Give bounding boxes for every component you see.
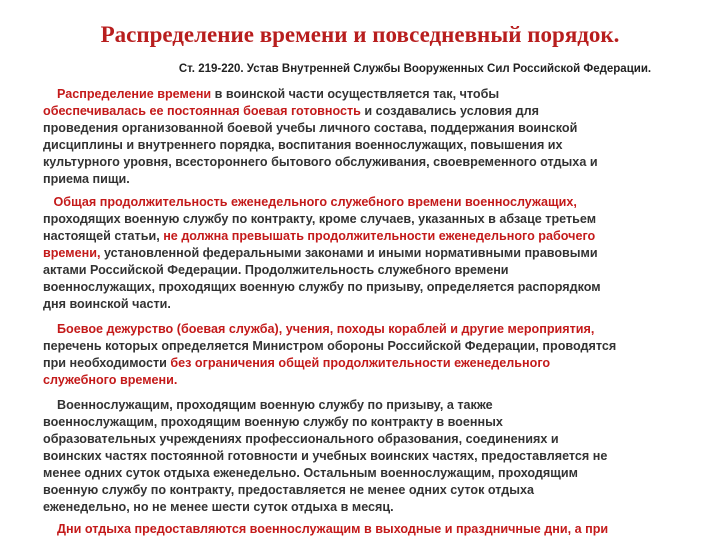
- body-text: и создавались условия для: [360, 104, 539, 118]
- highlighted-text: служебного времени.: [43, 373, 178, 387]
- paragraph-holidays: [43, 521, 608, 538]
- body-text: актами Российской Федерации. Продолжительность служебного времени: [43, 263, 509, 277]
- text-line: [43, 355, 616, 372]
- body-text: [43, 195, 54, 209]
- body-text: военнослужащих, проходящих военную службу по призыву, определяется распорядком: [43, 280, 601, 294]
- highlighted-text: Общая продолжительность еженедельного служебного времени военнослужащих,: [53, 195, 577, 209]
- body-text: Военнослужащим, проходящим военную службу по призыву, а также: [43, 398, 493, 412]
- body-text: [43, 322, 57, 336]
- text-line: [43, 228, 601, 245]
- paragraph-rest-days: [43, 397, 607, 516]
- text-line: [43, 86, 598, 103]
- text-line: [43, 194, 601, 211]
- body-text: [43, 87, 57, 101]
- text-line: [43, 103, 598, 120]
- highlighted-text: обеспечивалась ее постоянная боевая готовность: [43, 104, 361, 118]
- body-text: воинских частях постоянной готовности и учебных воинских частях, предоставляется не: [43, 449, 608, 463]
- text-line: [43, 499, 607, 516]
- body-text: проведения организованной боевой учебы личного состава, поддержания воинской: [43, 121, 578, 135]
- text-line: [43, 245, 601, 262]
- highlighted-text: Боевое дежурство (боевая служба), учения, походы кораблей и другие мероприятия,: [57, 322, 595, 336]
- body-text: настоящей статьи,: [43, 229, 164, 243]
- body-text: приема пищи.: [43, 172, 130, 186]
- text-line: [43, 372, 616, 389]
- body-text: перечень которых определяется Министром обороны Российской Федерации, проводятся: [43, 339, 617, 353]
- text-line: [43, 321, 616, 338]
- body-text: военнослужащим, проходящим военную службу по контракту в военных: [43, 415, 503, 429]
- highlighted-text: Распределение времени: [57, 87, 212, 101]
- text-line: [43, 120, 598, 137]
- highlighted-text: времени,: [43, 246, 101, 260]
- text-line: [43, 482, 607, 499]
- text-line: [43, 154, 598, 171]
- source-reference: Ст. 219-220. Устав Внутренней Службы Вооруженных Сил Российской Федерации.: [178, 63, 652, 75]
- highlighted-text: не должна превышать продолжительности еженедельного рабочего: [163, 229, 596, 243]
- body-text: образовательных учреждениях профессионального образования, соединениях и: [43, 432, 559, 446]
- paragraph-combat-duty: [43, 321, 616, 389]
- text-line: [43, 448, 607, 465]
- paragraph-time-distribution: [43, 86, 598, 188]
- body-text: культурного уровня, всестороннего бытового обслуживания, своевременного отдыха и: [43, 155, 598, 169]
- page-title: Распределение времени и повседневный порядок.: [100, 22, 620, 47]
- text-line: [43, 211, 601, 228]
- text-line: [43, 171, 598, 188]
- text-line: [43, 521, 608, 538]
- body-text: военную службу по контракту, предоставляется не менее одних суток отдыха: [43, 483, 535, 497]
- body-text: дня воинской части.: [43, 297, 171, 311]
- highlighted-text: без ограничения общей продолжительности еженедельного: [170, 356, 551, 370]
- highlighted-text: Дни отдыха предоставляются военнослужащим в выходные и праздничные дни, а при: [57, 522, 609, 536]
- text-line: [43, 465, 607, 482]
- text-line: [43, 431, 607, 448]
- paragraph-weekly-service-time: [43, 194, 601, 313]
- text-line: [43, 414, 607, 431]
- text-line: [43, 338, 616, 355]
- body-text: [43, 522, 57, 536]
- body-text: проходящих военную службу по контракту, кроме случаев, указанных в абзаце третьем: [43, 212, 597, 226]
- body-text: еженедельно, но не менее шести суток отдыха в месяц.: [43, 500, 394, 514]
- text-line: [43, 279, 601, 296]
- body-text: в воинской части осуществляется так, чтобы: [211, 87, 500, 101]
- body-text: дисциплины и внутреннего порядка, воспитания военнослужащих, повышения их: [43, 138, 563, 152]
- body-text: установленной федеральными законами и иными нормативными правовыми: [100, 246, 598, 260]
- body-text: при необходимости: [43, 356, 171, 370]
- text-line: [43, 397, 607, 414]
- text-line: [43, 262, 601, 279]
- text-line: [43, 137, 598, 154]
- body-text: менее одних суток отдыха еженедельно. Остальным военнослужащим, проходящим: [43, 466, 578, 480]
- text-line: [43, 296, 601, 313]
